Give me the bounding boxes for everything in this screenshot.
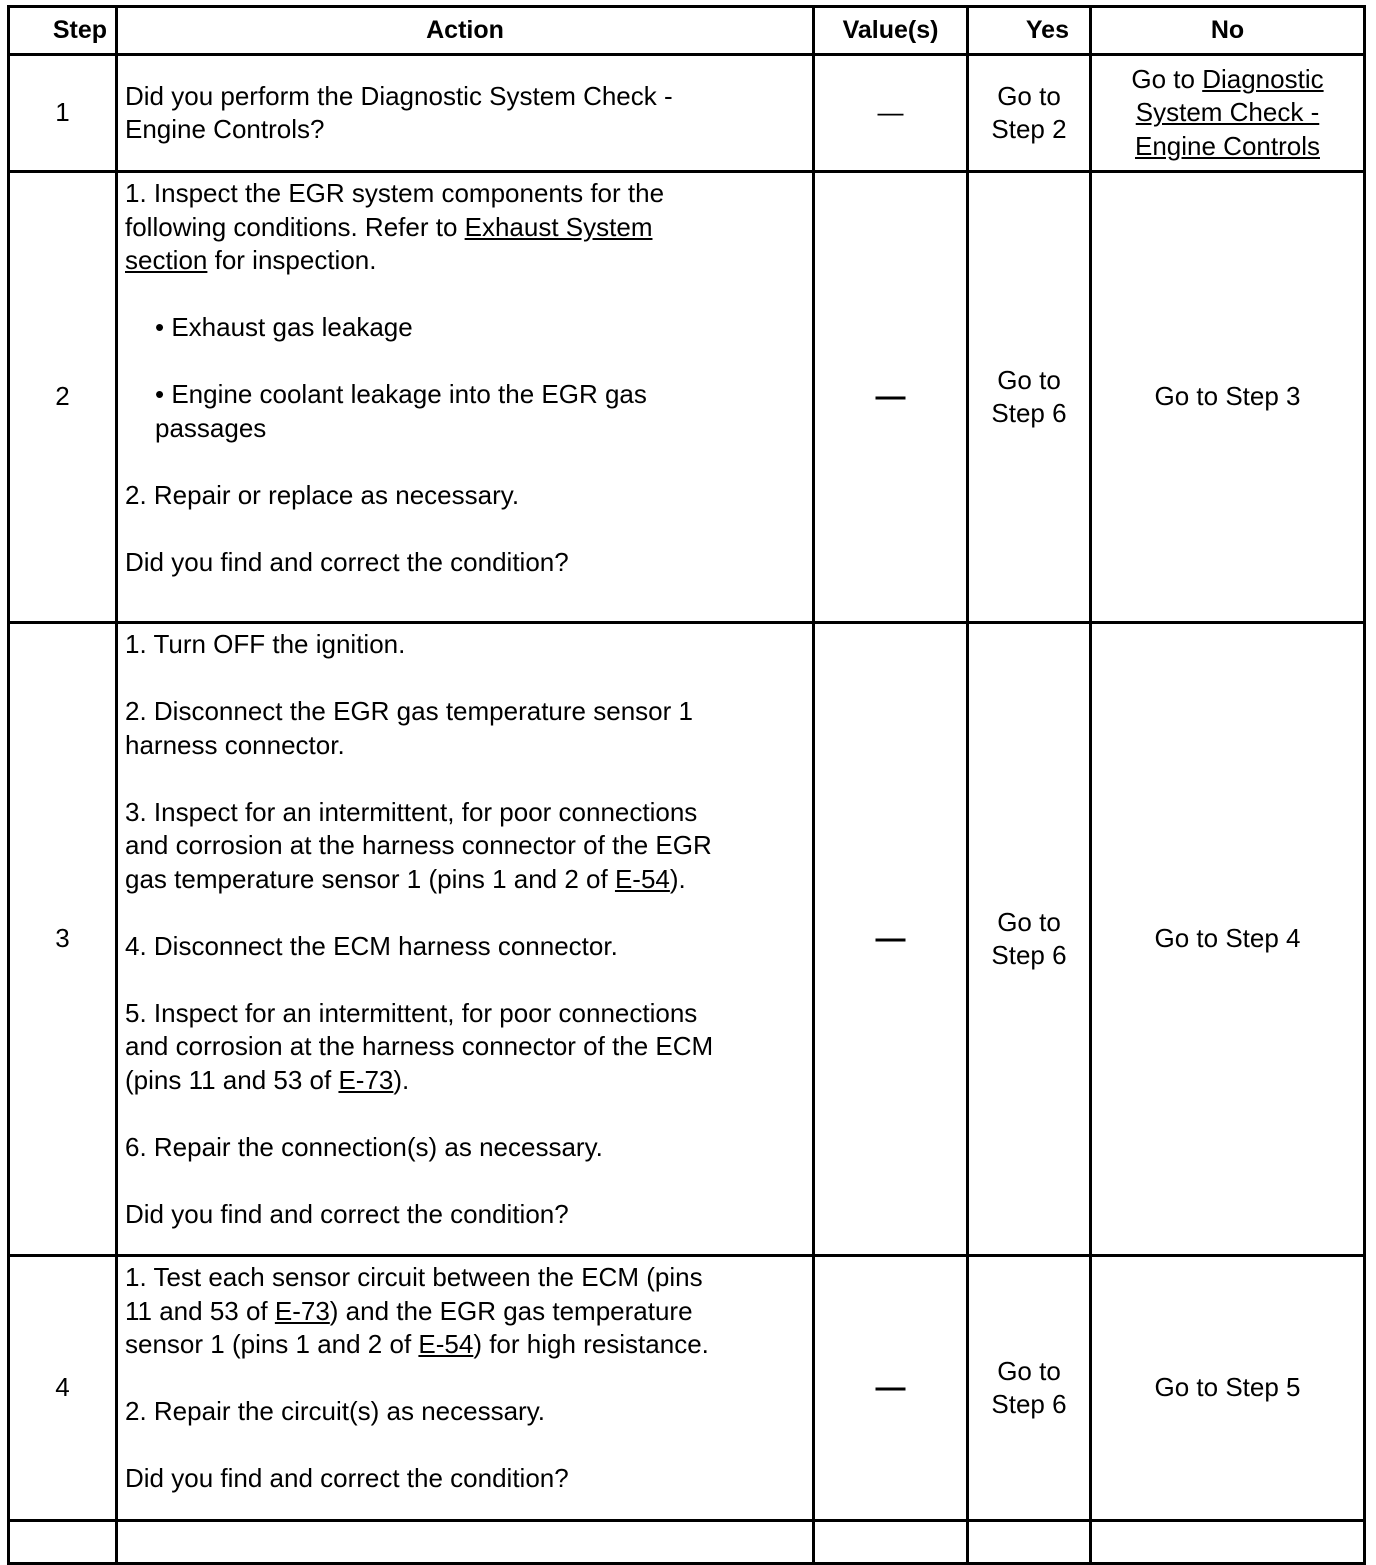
header-yes: Yes — [968, 7, 1091, 55]
yes-text: Step 6 — [991, 940, 1067, 970]
action-text: harness connector. — [125, 729, 345, 760]
action-text: 2. Repair or replace as necessary. — [125, 479, 520, 510]
step-number: 1 — [9, 55, 117, 172]
action-text: ). — [393, 1064, 410, 1095]
value-cell: — — [814, 55, 968, 172]
yes-cell — [968, 1521, 1091, 1564]
table-row — [9, 55, 1365, 172]
exhaust-system-link[interactable]: section — [125, 245, 208, 275]
action-cell — [117, 172, 814, 623]
action-text: 1. Test each sensor circuit between the ECM (pins — [125, 1262, 703, 1292]
header-row — [9, 7, 1365, 55]
header-no: No — [1091, 7, 1365, 55]
connector-e54-link[interactable]: E-54 — [614, 863, 670, 894]
action-text: and corrosion at the harness connector of the EGR — [125, 830, 712, 860]
action-text: Engine Controls? — [125, 114, 325, 144]
no-cell: Go to Step 5 — [1091, 1256, 1365, 1521]
action-text: 5. Inspect for an intermittent, for poor connections — [125, 997, 698, 1028]
connector-e54-link[interactable]: E-54 — [418, 1329, 474, 1359]
action-question: Did you find and correct the condition? — [125, 1198, 569, 1229]
action-text: 3. Inspect for an intermittent, for poor connections — [125, 796, 698, 827]
value-cell: — — [814, 623, 968, 1256]
action-cell — [117, 623, 814, 1256]
action-text: Did you perform the Diagnostic System Check - — [125, 80, 673, 111]
action-text: following conditions. Refer to — [125, 211, 465, 242]
step-number: 3 — [9, 623, 117, 1256]
table-row — [9, 1256, 1365, 1521]
yes-cell — [968, 55, 1091, 172]
action-text: 11 and 53 of — [125, 1295, 275, 1326]
action-text: 2. Repair the circuit(s) as necessary. — [125, 1396, 545, 1426]
value-cell: — — [814, 172, 968, 623]
diagnostic-system-check-link[interactable]: Diagnostic — [1202, 63, 1324, 94]
bullet-item: • Engine coolant leakage into the EGR gas — [155, 379, 647, 409]
action-text: (pins 11 and 53 of — [125, 1064, 339, 1095]
diagnostic-table — [7, 5, 1366, 1565]
action-text: and corrosion at the harness connector of the ECM — [125, 1031, 714, 1061]
step-number — [9, 1521, 117, 1564]
action-text: sensor 1 (pins 1 and 2 of — [125, 1329, 419, 1359]
action-text: 2. Disconnect the EGR gas temperature sensor 1 — [125, 696, 693, 726]
action-text: ). — [669, 863, 686, 894]
action-question: Did you find and correct the condition? — [125, 546, 569, 577]
no-text: Go to — [1131, 63, 1203, 94]
yes-text: Go to — [997, 1355, 1061, 1386]
yes-text: Go to — [997, 906, 1061, 937]
header-action: Action — [117, 7, 814, 55]
connector-e73-link[interactable]: E-73 — [274, 1295, 330, 1326]
table-row — [9, 172, 1365, 623]
value-cell — [814, 1521, 968, 1564]
action-cell — [117, 55, 814, 172]
action-text: 4. Disconnect the ECM harness connector. — [125, 930, 618, 961]
action-cell — [117, 1256, 814, 1521]
header-values: Value(s) — [814, 7, 968, 55]
table-row — [9, 1521, 1365, 1564]
action-text: ) and the EGR gas temperature — [329, 1295, 693, 1326]
bullet-item: • Exhaust gas leakage — [155, 312, 413, 342]
action-text: 1. Inspect the EGR system components for the — [125, 178, 665, 208]
yes-cell — [968, 1256, 1091, 1521]
yes-cell — [968, 623, 1091, 1256]
action-text: for inspection. — [207, 245, 377, 275]
no-cell: Go to Step 4 — [1091, 623, 1365, 1256]
header-step: Step — [9, 7, 117, 55]
diagnostic-system-check-link[interactable]: System Check - — [1135, 97, 1320, 128]
step-number: 2 — [9, 172, 117, 623]
action-text: 6. Repair the connection(s) as necessary. — [125, 1131, 603, 1162]
yes-text: Go to — [997, 364, 1061, 395]
no-cell — [1091, 1521, 1365, 1564]
exhaust-system-link[interactable]: Exhaust System — [464, 211, 653, 242]
yes-text: Step 2 — [991, 114, 1067, 144]
yes-cell — [968, 172, 1091, 623]
action-cell — [117, 1521, 814, 1564]
table-row — [9, 623, 1365, 1256]
action-text: gas temperature sensor 1 (pins 1 and 2 of — [125, 863, 615, 894]
action-question: Did you find and correct the condition? — [125, 1463, 569, 1493]
yes-text: Step 6 — [991, 1389, 1067, 1419]
connector-e73-link[interactable]: E-73 — [338, 1064, 394, 1095]
no-cell — [1091, 55, 1365, 172]
action-text: 1. Turn OFF the ignition. — [125, 629, 406, 659]
value-cell: — — [814, 1256, 968, 1521]
diagnostic-system-check-link[interactable]: Engine Controls — [1135, 130, 1320, 161]
bullet-item: passages — [155, 412, 267, 443]
yes-text: Step 6 — [991, 398, 1067, 428]
step-number: 4 — [9, 1256, 117, 1521]
no-cell: Go to Step 3 — [1091, 172, 1365, 623]
action-text: ) for high resistance. — [473, 1329, 709, 1359]
yes-text: Go to — [997, 80, 1061, 111]
